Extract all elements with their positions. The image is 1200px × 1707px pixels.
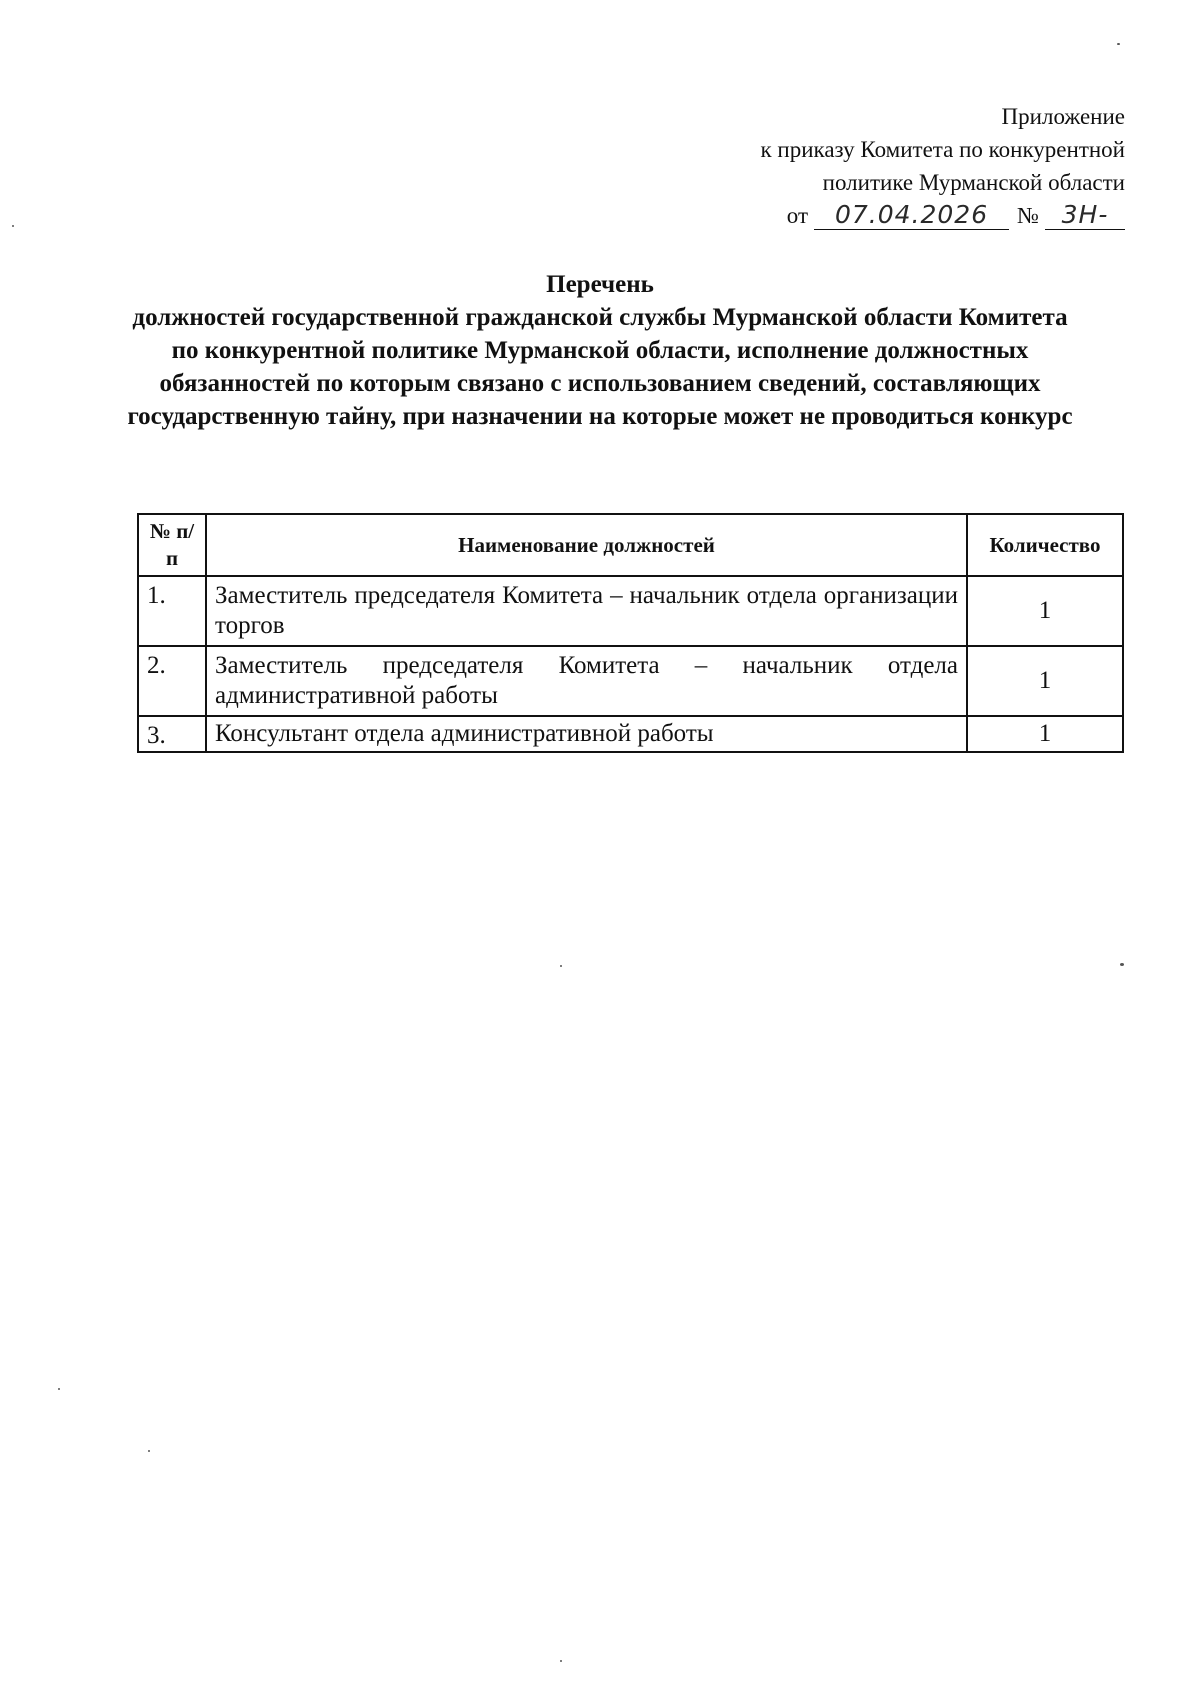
scan-speck [148,1450,150,1452]
date-prefix: от [786,203,809,228]
order-number-handwritten: 3Н- [1045,201,1125,230]
scan-speck [1117,43,1120,45]
row-position: Заместитель председателя Комитета – начальник отдела административной работы [206,646,967,716]
document-title [120,268,1080,433]
appendix-order-ref: к приказу Комитета по конкурентной [760,137,1125,162]
appendix-block [605,100,1125,232]
row-num: 3. [138,716,206,752]
header-qty: Количество [967,514,1123,576]
header-name: Наименование должностей [206,514,967,576]
number-prefix: № [1017,203,1039,228]
scan-speck [560,1660,562,1662]
table-row [138,716,1123,752]
table-header-row [138,514,1123,576]
scan-speck [58,1388,60,1390]
scan-speck [560,965,562,967]
table-row [138,576,1123,646]
scan-speck [12,225,14,227]
row-num: 1. [138,576,206,646]
order-date-handwritten: 07.04.2026 [814,201,1009,230]
appendix-committee: политике Мурманской области [822,170,1125,195]
header-num: № п/п [138,514,206,576]
table-row [138,646,1123,716]
row-qty: 1 [967,716,1123,752]
row-qty: 1 [967,576,1123,646]
row-qty: 1 [967,646,1123,716]
row-position: Консультант отдела административной работы [206,716,967,752]
order-date-number-row [605,199,1125,232]
scan-speck [1120,963,1124,966]
positions-table [137,513,1124,753]
row-position: Заместитель председателя Комитета – начальник отдела организации торгов [206,576,967,646]
title-heading: Перечень [546,271,654,298]
title-body: должностей государственной гражданской службы Мурманской области Комитета по конкурентной политике Мурманской области, исполнение должностных обязанностей по которым связано с использованием сведений, составляющих государственную тайну, при назначении на которые может не проводиться конкурс [127,304,1073,430]
row-num: 2. [138,646,206,716]
appendix-label: Приложение [1001,104,1125,129]
